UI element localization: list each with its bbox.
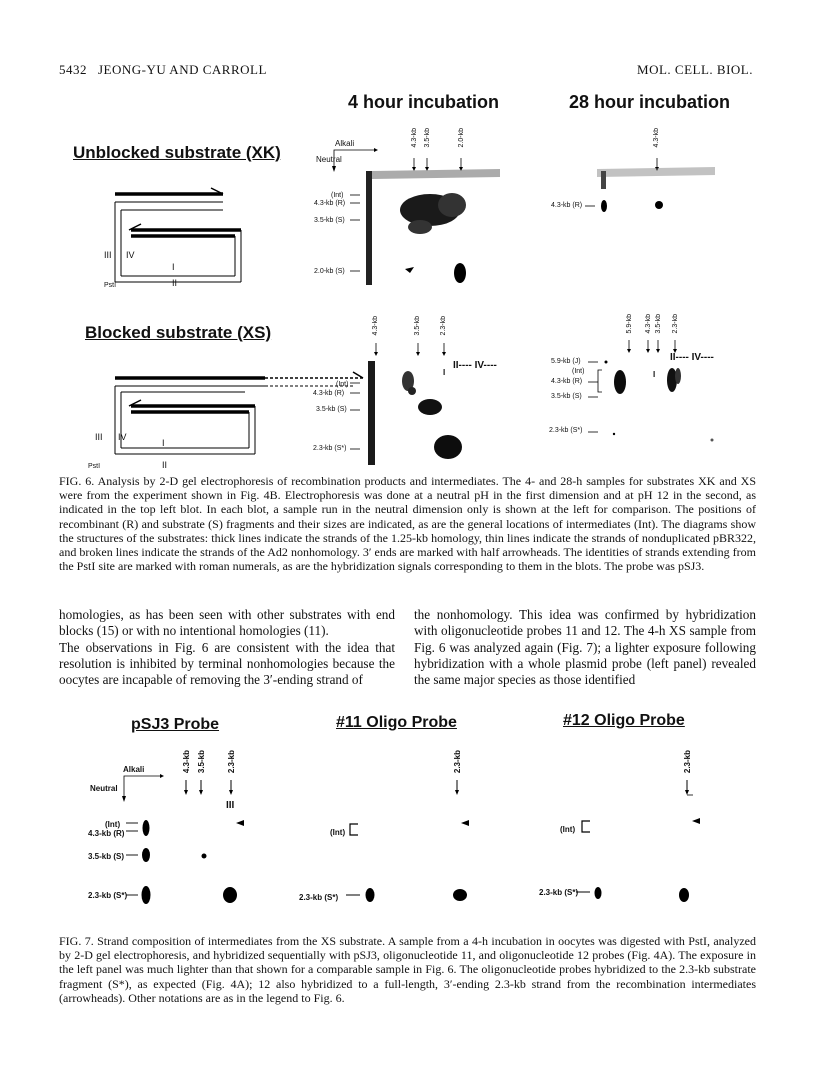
xs-4h-side-23s: 2.3-kb (S*) <box>313 445 347 452</box>
xs-4h-top-23: 2.3-kb <box>440 316 447 336</box>
xs-4h-roman-i: I <box>443 368 446 377</box>
fig7-panel1-title: pSJ3 Probe <box>131 716 220 733</box>
xk-4h-side-int: (Int) <box>331 192 344 199</box>
xk-4h-neutral-label: Neutral <box>316 155 342 164</box>
fig6-blocked-title: Blocked substrate (XS) <box>85 323 272 342</box>
xs-4h-top-43: 4.3-kb <box>372 316 379 336</box>
fig7-p3-side-int: (Int) <box>560 825 576 834</box>
xs-4h-side-43r: 4.3-kb (R) <box>313 390 345 397</box>
xs-4h-side-int: (Int) <box>336 381 349 388</box>
xk-28h-side-43r: 4.3-kb (R) <box>551 202 583 209</box>
fig7-p1-neutral: Neutral <box>90 784 118 793</box>
xs-28h-top-23: 2.3-kb <box>672 314 679 334</box>
xs-psti-label: PstI <box>88 463 101 470</box>
body-text-left: homologies, as has been seen with other substrates with end blocks (15) or with no intentional homologies (11). The observations in Fig. 6 are consistent with the idea that resolution is inhibited by terminal nonhomologies because the oocytes are incapable of removing the 3′-ending strand of <box>59 607 395 688</box>
xs-28h-top-59: 5.9-kb <box>626 314 633 334</box>
journal-name: MOL. CELL. BIOL. <box>637 62 753 77</box>
fig7-p1-side-int: (Int) <box>105 820 121 829</box>
xs-roman-i: I <box>162 438 165 448</box>
fig7-p3-top-arrow <box>682 780 696 796</box>
xk-4h-side-43r: 4.3-kb (R) <box>314 200 346 207</box>
fig7-p1-alkali: Alkali <box>123 765 145 774</box>
xs-28h-side-43r: 4.3-kb (R) <box>551 378 583 385</box>
xk-4h-top-43: 4.3-kb <box>411 128 418 148</box>
fig7-p1-blot <box>126 815 246 910</box>
xs-28h-blot <box>588 352 738 452</box>
xs-4h-top-35: 3.5-kb <box>414 316 421 336</box>
xk-4h-top-20: 2.0-kb <box>458 128 465 148</box>
fig7-p1-side-35s: 3.5-kb (S) <box>88 852 125 861</box>
fig7-p2-top-arrow <box>452 780 462 796</box>
xs-roman-iv: IV <box>118 432 127 442</box>
xk-4h-side-35s: 3.5-kb (S) <box>314 217 345 224</box>
xk-4h-side-20s: 2.0-kb (S) <box>314 268 345 275</box>
page-number: 5432 <box>59 62 87 77</box>
xk-roman-iv: IV <box>126 250 135 260</box>
fig7-p2-side-23s: 2.3-kb (S*) <box>299 893 339 902</box>
fig6-caption: FIG. 6. Analysis by 2-D gel electrophoresis of recombination products and intermediates. The 4- and 28-h samples for substrates XK and XS were from the experiment shown in Fig. 4B. Electrophoresis was done at a neutral pH in the first dimension and at pH 12 in the second, as indicated in the top left blot. In each blot, a sample run in the neutral dimension only is shown at the left for comparison. The positions of recombinant (R) and substrate (S) fragments and their sizes are indicated, as are the general locations of intermediates (Int). The diagrams show the structures of the substrates: thick lines indicate the strands of the 1.25-kb homology, thin lines indicate the strands of nonduplicated pBR322, and broken lines indicate the strands of the Ad2 nonhomology. 3′ ends are marked with half arrowheads. The identities of strands extending from the PstI site are marked with roman numerals, as are the hybridization signals corresponding to them in the blots. The probe was pSJ3. <box>59 474 756 574</box>
fig7-p2-blot <box>346 815 476 910</box>
fig6-unblocked-title: Unblocked substrate (XK) <box>73 143 281 162</box>
xs-4h-blot <box>350 355 500 470</box>
xk-roman-iii: III <box>104 250 112 260</box>
xk-4h-alkali-label: Alkali <box>335 139 355 148</box>
fig7-p1-side-23s: 2.3-kb (S*) <box>88 891 128 900</box>
xk-roman-i: I <box>172 262 175 272</box>
fig6-col-28h-title: 28 hour incubation <box>569 92 731 112</box>
xs-28h-side-59j: 5.9-kb (J) <box>551 358 581 365</box>
fig7-panel2-title: #11 Oligo Probe <box>336 714 457 731</box>
fig7-p3-top-23: 2.3-kb <box>683 750 692 774</box>
xs-roman-iii: III <box>95 432 103 442</box>
xk-28h-top-43: 4.3-kb <box>653 128 660 148</box>
fig7-p1-top-35: 3.5-kb <box>197 750 206 774</box>
fig7-p1-top-23: 2.3-kb <box>227 750 236 774</box>
fig7-p3-blot <box>576 815 706 910</box>
xk-28h-blot <box>585 165 725 225</box>
fig7-p3-side-23s: 2.3-kb (S*) <box>539 888 579 897</box>
xs-28h-top-35: 3.5-kb <box>655 314 662 334</box>
fig7-p2-top-23: 2.3-kb <box>453 750 462 774</box>
xk-psti-label: PstI <box>104 282 117 289</box>
fig7-p1-direction-arrows <box>120 774 170 804</box>
xk-roman-ii: II <box>172 278 178 288</box>
fig7-caption: FIG. 7. Strand composition of intermediates from the XS substrate. A sample from a 4-h incubation in oocytes was digested with PstI, analyzed by 2-D gel electrophoresis, and hybridized sequentially with pSJ3, oligonucleotide 11, and oligonucleotide 12 probes (Fig. 4A). The exposure in the left panel was much lighter than that shown for a comparable sample in Fig. 6. The oligonucleotide probes hybridized to the 2.3-kb substrate fragment (S*), as expected (Fig. 4A); 12 also hybridized to a full-length, 3′-ending 2.3-kb strand from the recombination intermediates (arrowheads). Other notations are as in the legend to Fig. 6. <box>59 934 756 1005</box>
xs-roman-ii: II <box>162 460 168 470</box>
xs-28h-side-int: (Int) <box>572 368 585 375</box>
fig7-p1-top-43: 4.3-kb <box>182 750 191 774</box>
running-head-authors: JEONG-YU AND CARROLL <box>98 62 267 77</box>
fig7-p1-roman-iii: III <box>226 800 235 811</box>
fig7-panel3-title: #12 Oligo Probe <box>563 712 685 729</box>
xs-28h-ii-iv: II---- IV---- <box>670 352 714 363</box>
xk-4h-top-35: 3.5-kb <box>424 128 431 148</box>
xs-28h-side-35s: 3.5-kb (S) <box>551 393 582 400</box>
xs-28h-side-23s: 2.3-kb (S*) <box>549 427 583 434</box>
xs-28h-roman-i: I <box>653 370 656 379</box>
fig7-p2-side-int: (Int) <box>330 828 346 837</box>
fig6-col-4h-title: 4 hour incubation <box>348 92 499 112</box>
fig7-p1-side-43r: 4.3-kb (R) <box>88 829 125 838</box>
fig7-p1-top-arrows <box>180 780 240 796</box>
xk-4h-blot <box>350 165 500 295</box>
xk-substrate-diagram <box>95 180 265 290</box>
xs-4h-side-35s: 3.5-kb (S) <box>316 406 347 413</box>
xs-4h-ii-iv: II---- IV---- <box>453 360 497 371</box>
xs-28h-top-43: 4.3-kb <box>645 314 652 334</box>
body-text-right: the nonhomology. This idea was confirmed by hybridization with oligonucleotide probes 11 and 12. The 4-h XS sample from Fig. 6 was analyzed again (Fig. 7); a lighter exposure following hybridization with a whole plasmid probe (left panel) revealed the same major species as those identified <box>414 607 756 688</box>
